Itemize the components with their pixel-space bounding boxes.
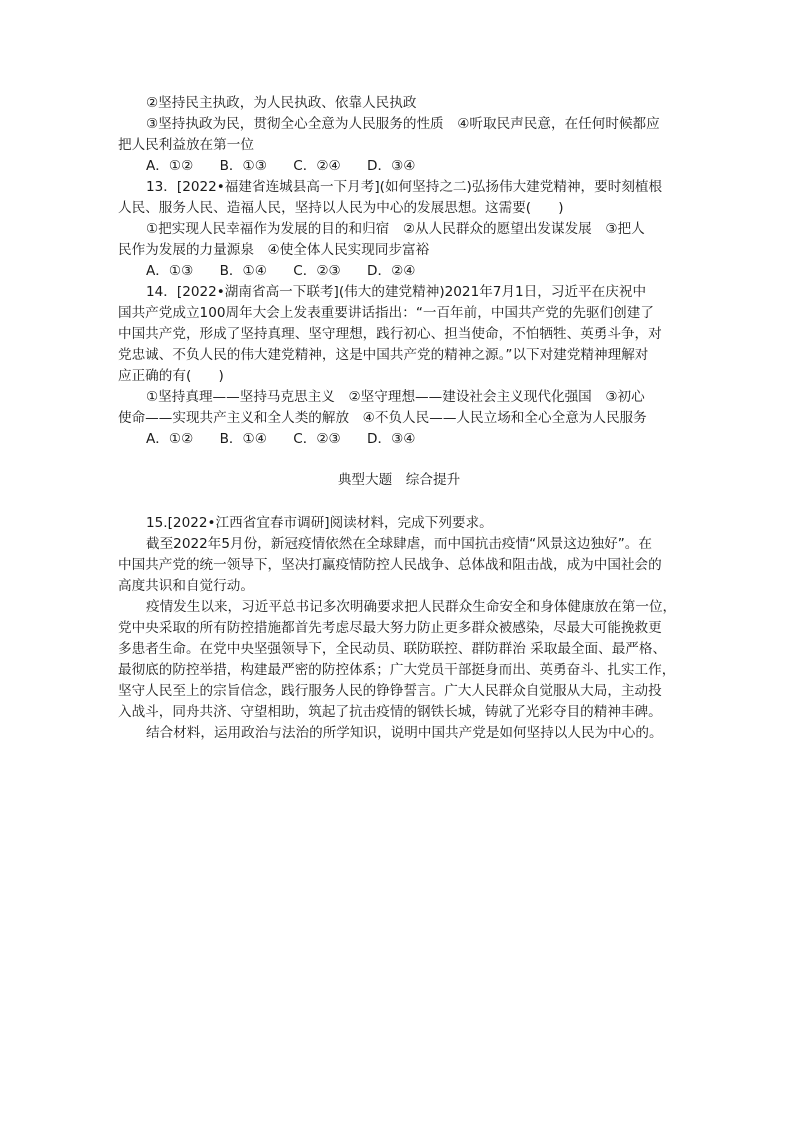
q15-paragraph-1-cont: 中国共产党的统一领导下，坚决打赢疫情防控人民战争、总体战和阻击战，成为中国社会的	[118, 557, 662, 573]
answer-d: D．②④	[367, 263, 416, 279]
q12-option-4-cont: 把人民利益放在第一位	[118, 137, 254, 153]
q15-paragraph-1-cont: 高度共识和自觉行动。	[118, 578, 254, 594]
q15-paragraph-2: 疫情发生以来，习近平总书记多次明确要求把人民群众生命安全和身体健康放在第一位，	[146, 599, 677, 615]
answer-c: C．②④	[293, 158, 341, 174]
q15-paragraph-2-cont: 入战斗，同舟共济、守望相助，筑起了抗击疫情的钢铁长城，铸就了光彩夺目的精神丰碑。	[118, 704, 662, 720]
q14-stem-cont: 国共产党成立100周年大会上发表重要讲话指出：“一百年前，中国共产党的先驱们创建了	[118, 305, 654, 321]
answer-d: D．③④	[367, 158, 416, 174]
q12-answer-choices	[118, 156, 680, 177]
answer-a: A．①③	[146, 263, 194, 279]
answer-a: A．①②	[146, 431, 194, 447]
answer-b: B．①④	[219, 431, 267, 447]
q13-stem-cont: 人民、服务人民、造福人民，坚持以人民为中心的发展思想。这需要( )	[118, 200, 564, 216]
q15-paragraph-2-cont: 最彻底的防控举措，构建最严密的防控体系；广大党员干部挺身而出、英勇奋斗、扎实工作，	[118, 662, 676, 678]
answer-c: C．②③	[293, 431, 341, 447]
q14-answer-choices	[118, 429, 680, 450]
q12-option-3-4: ③坚持执政为民，贯彻全心全意为人民服务的性质 ④听取民声民意，在任何时候都应	[146, 116, 660, 132]
answer-a: A．①②	[146, 158, 194, 174]
q15-paragraph-1: 截至2022年5月份，新冠疫情依然在全球肆虐，而中国抗击疫情“风景这边独好”。在	[146, 536, 652, 552]
q14-stem-cont: 应正确的有( )	[118, 368, 224, 384]
q15-paragraph-2-cont: 党中央采取的所有防控措施都首先考虑尽最大努力防止更多群众被感染，尽最大可能挽救更	[118, 620, 662, 636]
q12-option-2: ②坚持民主执政，为人民执政、依靠人民执政	[146, 95, 417, 111]
q14-stem: 14．[2022•湖南省高一下联考](伟大的建党精神)2021年7月1日，习近平在庆祝中	[146, 284, 647, 300]
answer-c: C．②③	[293, 263, 341, 279]
q13-answer-choices	[118, 261, 680, 282]
q15-paragraph-2-cont: 多患者生命。在党中央坚强领导下，全民动员、联防联控、群防群治 采取最全面、最严格、	[118, 641, 667, 657]
q15-stem: 15.[2022•江西省宜春市调研]阅读材料，完成下列要求。	[146, 515, 493, 531]
q13-options: ①把实现人民幸福作为发展的目的和归宿 ②从人民群众的愿望出发谋发展 ③把人	[146, 221, 645, 237]
q15-paragraph-2-cont: 坚守人民至上的宗旨信念，践行服务人民的铮铮誓言。广大人民群众自觉服从大局，主动投	[118, 683, 662, 699]
q13-options-cont: 民作为发展的力量源泉 ④使全体人民实现同步富裕	[118, 242, 430, 258]
q14-stem-cont: 党忠诚、不负人民的伟大建党精神，这是中国共产党的精神之源。”以下对建党精神理解对	[118, 347, 649, 363]
q14-options-cont: 使命——实现共产主义和全人类的解放 ④不负人民——人民立场和全心全意为人民服务	[118, 410, 647, 426]
q13-stem: 13．[2022•福建省连城县高一下月考](如何坚持之二)弘扬伟大建党精神，要时刻植根	[146, 179, 663, 195]
q14-options: ①坚持真理——坚持马克思主义 ②坚守理想——建设社会主义现代化强国 ③初心	[146, 389, 645, 405]
document-page	[118, 93, 680, 744]
answer-b: B．①④	[219, 263, 267, 279]
answer-b: B．①③	[219, 158, 267, 174]
answer-d: D．③④	[367, 431, 416, 447]
section-title: 典型大题 综合提升	[337, 472, 461, 488]
q14-stem-cont: 中国共产党，形成了坚持真理、坚守理想，践行初心、担当使命，不怕牺牲、英勇斗争，对	[118, 326, 662, 342]
q15-question: 结合材料，运用政治与法治的所学知识，说明中国共产党是如何坚持以人民为中心的。	[146, 725, 663, 741]
